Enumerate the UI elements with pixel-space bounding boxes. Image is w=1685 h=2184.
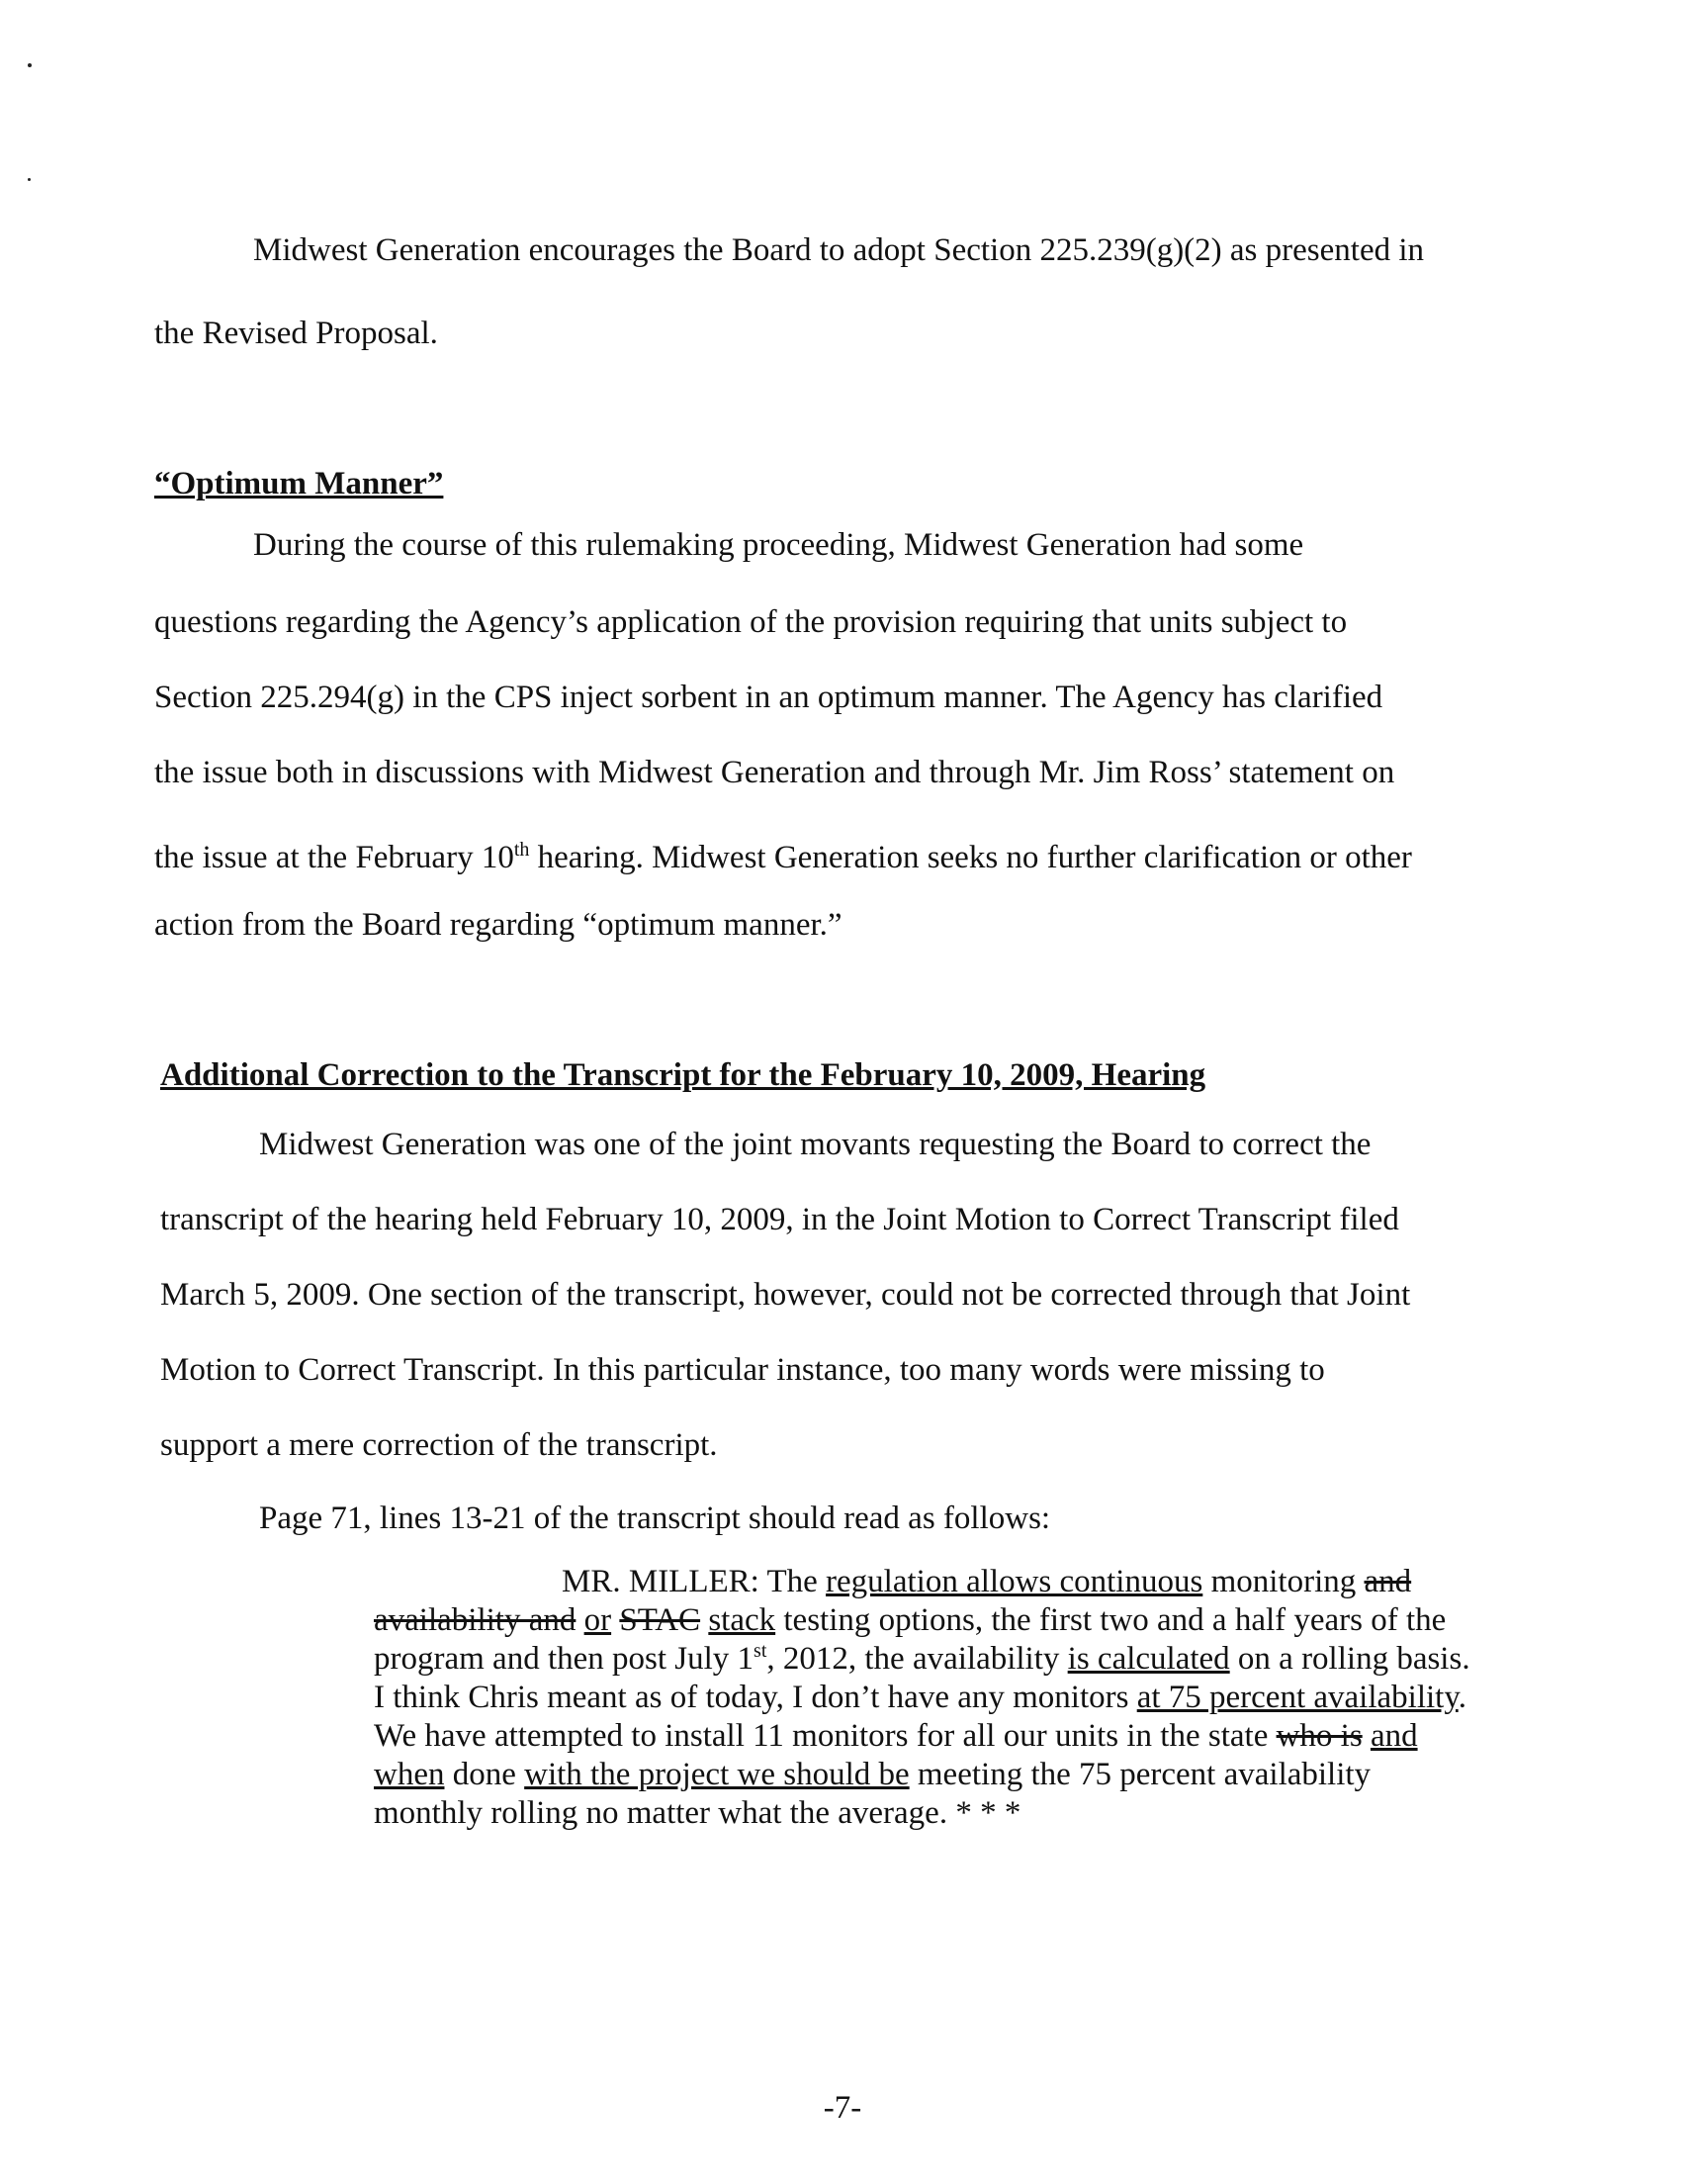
page-number: -7- xyxy=(823,2090,862,2126)
correction-line-3: March 5, 2009. One section of the transcript, however, could not be corrected through that Joint xyxy=(160,1277,1411,1313)
quote-text: testing options, the first two and a half years of the program and then post July 1 xyxy=(374,1602,1447,1677)
inserted-text: with the project we should be xyxy=(524,1757,910,1792)
scan-speck xyxy=(28,178,31,181)
ordinal-suffix: st xyxy=(754,1640,767,1662)
paragraph-1-line-2: the Revised Proposal. xyxy=(154,316,438,351)
quote-text: on a rolling basis. I think Chris meant as of today, I don’t have any monitors xyxy=(374,1641,1470,1715)
correction-line-5: support a mere correction of the transcript. xyxy=(160,1427,718,1463)
optimum-line-1: During the course of this rulemaking proceeding, Midwest Generation had some xyxy=(253,527,1304,563)
optimum-line-6: action from the Board regarding “optimum manner.” xyxy=(154,907,842,943)
inserted-text: is calculated xyxy=(1067,1641,1230,1677)
deleted-text: who is xyxy=(1276,1718,1363,1754)
correction-line-6: Page 71, lines 13-21 of the transcript should read as follows: xyxy=(259,1501,1051,1536)
correction-line-4: Motion to Correct Transcript. In this particular instance, too many words were missing to xyxy=(160,1352,1325,1388)
inserted-text: regulation allows continuous xyxy=(826,1564,1203,1599)
optimum-line-4: the issue both in discussions with Midwest Generation and through Mr. Jim Ross’ statement on xyxy=(154,755,1395,790)
optimum-line-3: Section 225.294(g) in the CPS inject sorbent in an optimum manner. The Agency has clarified xyxy=(154,680,1383,715)
quote-text: meeting the 75 percent availability monthly rolling no matter what the average. * * * xyxy=(374,1757,1372,1831)
quote-text xyxy=(1363,1718,1371,1754)
quote-text xyxy=(576,1602,583,1638)
inserted-text: at 75 percent availability xyxy=(1136,1680,1459,1715)
section-heading-optimum-manner: “Optimum Manner” xyxy=(154,466,444,501)
deleted-text: STAC xyxy=(619,1602,701,1638)
optimum-line-5 xyxy=(154,831,1412,876)
correction-line-1: Midwest Generation was one of the joint movants requesting the Board to correct the xyxy=(259,1127,1372,1162)
inserted-text: and when xyxy=(374,1718,1418,1792)
inserted-text: stack xyxy=(708,1602,776,1638)
transcript-quote-block xyxy=(374,1563,1471,1833)
quote-text: done xyxy=(444,1757,525,1792)
inserted-text: or xyxy=(583,1602,612,1638)
quote-text: , 2012, the availability xyxy=(766,1641,1068,1677)
quote-text: . We have attempted to install 11 monitors for all our units in the state xyxy=(374,1680,1466,1754)
optimum-line-5-text-end: hearing. Midwest Generation seeks no further clarification or other xyxy=(529,840,1412,875)
deleted-text: and availability and xyxy=(374,1564,1412,1638)
optimum-line-5-text: the issue at the February 10 xyxy=(154,840,514,875)
optimum-line-2: questions regarding the Agency’s application of the provision requiring that units subject to xyxy=(154,604,1348,640)
quote-text: monitoring xyxy=(1202,1564,1365,1599)
paragraph-1-line-1: Midwest Generation encourages the Board to adopt Section 225.239(g)(2) as presented in xyxy=(253,232,1425,268)
quote-text: MR. MILLER: The xyxy=(562,1564,827,1599)
correction-line-2: transcript of the hearing held February 10, 2009, in the Joint Motion to Correct Transcript filed xyxy=(160,1202,1399,1237)
ordinal-suffix: th xyxy=(513,839,530,861)
section-heading-transcript-correction: Additional Correction to the Transcript for the February 10, 2009, Hearing xyxy=(160,1057,1206,1093)
scan-speck xyxy=(28,63,32,67)
